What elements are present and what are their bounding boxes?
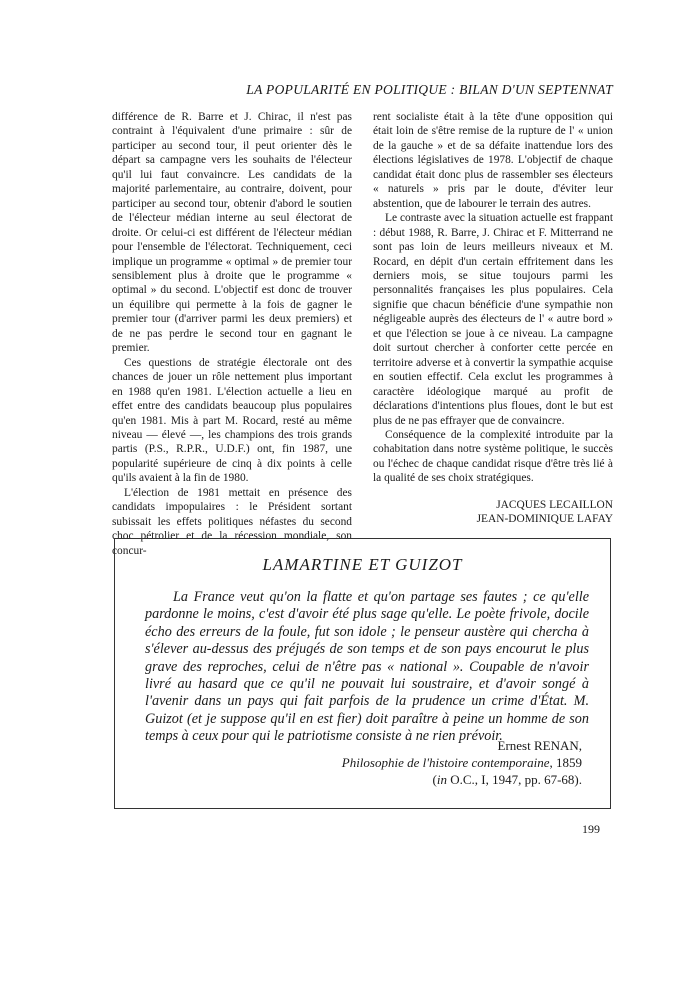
paragraph: rent socialiste était à la tête d'une opposition qui était loin de s'être remise de la rupture de l' « union de la gauche » et de sa défaite inattendue lors des élections législatives de 1978. L'objectif de chaque candidat était donc plus de rassembler ses électeurs « naturels » pris par le doute, d'éviter leur abstention, que de labourer le terrain des autres.: [373, 111, 613, 210]
page-number: 199: [582, 822, 600, 836]
quote-source: [342, 737, 582, 788]
author-name: JEAN-DOMINIQUE LAFAY: [476, 513, 613, 526]
paragraph: Conséquence de la complexité introduite par la cohabitation dans notre système politique, le succès ou l'échec de chaque candidat risque d'être très lié à la qualité de ses choix stratégiques.: [373, 428, 613, 485]
left-column: [112, 110, 352, 558]
running-head: LA POPULARITÉ EN POLITIQUE : BILAN D'UN SEPTENNAT: [246, 82, 613, 97]
paragraph: différence de R. Barre et J. Chirac, il n'est pas contraint à l'équivalent d'une primaire : sûr de participer au second tour, il peut orienter dès le départ sa campagne vers les souhaits de l'électeur qu'il lui faut convaincre. Les candidats de la majorité parlementaire, au contraire, doivent, pour participer au second tour, obtenir d'abord le soutien de l'électeur médian interne au seul électorat de droite. Or celui-ci est différent de l'électeur médian pour l'ensemble de l'électorat. Techniquement, ceci implique un programme « optimal » de premier tour sensiblement plus à droite que le programme « optimal » du second. L'objectif est donc de trouver un équilibre qui permette à la fois de gagner le premier tour (d'arriver parmi les deux premiers) et de ne pas perdre le second tour en gagnant le premier.: [112, 111, 352, 355]
box-title: LAMARTINE ET GUIZOT: [262, 555, 463, 574]
source-work: Philosophie de l'histoire contemporaine: [341, 755, 550, 770]
author-signature: [373, 498, 613, 527]
right-column: [373, 110, 613, 527]
paragraph: Ces questions de stratégie électorale ont des chances de jouer un rôle nettement plus important en 1988 qu'en 1981. L'élection actuelle a lieu en effet entre des candidats beaucoup plus populaires qu'en 1981. Mis à part M. Rocard, resté au même niveau — élevé —, les champions des trois grands partis (P.S., R.P.R., U.D.F.) ont, fin 1987, une popularité supérieure de cinq à dix points à celle qu'ils avaient à la fin de 1980.: [112, 356, 352, 485]
box-quote: La France veut qu'on la flatte et qu'on partage ses fautes ; ce qu'elle pardonne le moins, c'est d'avoir été plus sage qu'elle. Le poète frivole, docile écho des erreurs de la foule, fut son idole ; le penseur austère qui chercha à s'élever au-dessus des préjugés de son temps et de son pays encourut le plus grave des reproches, celui de n'être pas « national ». Coupable de n'avoir livré au hasard que ce qu'il ne pouvait lui soustraire, et d'avoir songé à l'avenir dans un pays qui fait parfois de la prudence un crime d'État. M. Guizot (et je suppose qu'il en est fier) doit paraître à peine un homme de son temps à ceux pour qui le patriotisme consiste à ne rien prévoir.: [145, 589, 589, 745]
source-ref-in: in: [436, 772, 447, 787]
source-author: Ernest RENAN,: [497, 738, 582, 753]
author-name: JACQUES LECAILLON: [496, 498, 613, 511]
source-ref-rest: O.C., I, 1947, pp. 67-68).: [446, 772, 582, 787]
paragraph: L'élection de 1981 mettait en présence des candidats impopulaires : le Président sortant subissait les effets politiques néfastes du second choc pétrolier et de la récession mondiale, son concur-: [112, 486, 352, 557]
source-work-line: [342, 754, 582, 771]
source-year: , 1859: [549, 755, 582, 770]
paragraph: Le contraste avec la situation actuelle est frappant : début 1988, R. Barre, J. Chirac et F. Mitterrand ne sont pas loin de leurs meilleurs niveaux et M. Rocard, en dépit d'un certain effritement dans les derniers mois, se situe toujours parmi les personnalités françaises les plus populaires. Cela signifie que chacun bénéficie d'une sympathie non négligeable auprès des électeurs de l' « autre bord » et que l'élection se joue à ce niveau. La campagne doit surtout chercher à conforter cette percée en territoire adverse et à convertir la sympathie acquise en soutien effectif. Cela exclut les programmes à caractère idéologique marqué au profit de déclarations d'intentions plus floues, dont le but est plus de ne pas effrayer que de convaincre.: [373, 212, 613, 427]
quote-box: [114, 538, 611, 809]
source-reference: (in O.C., I, 1947, pp. 67-68).: [432, 772, 582, 787]
